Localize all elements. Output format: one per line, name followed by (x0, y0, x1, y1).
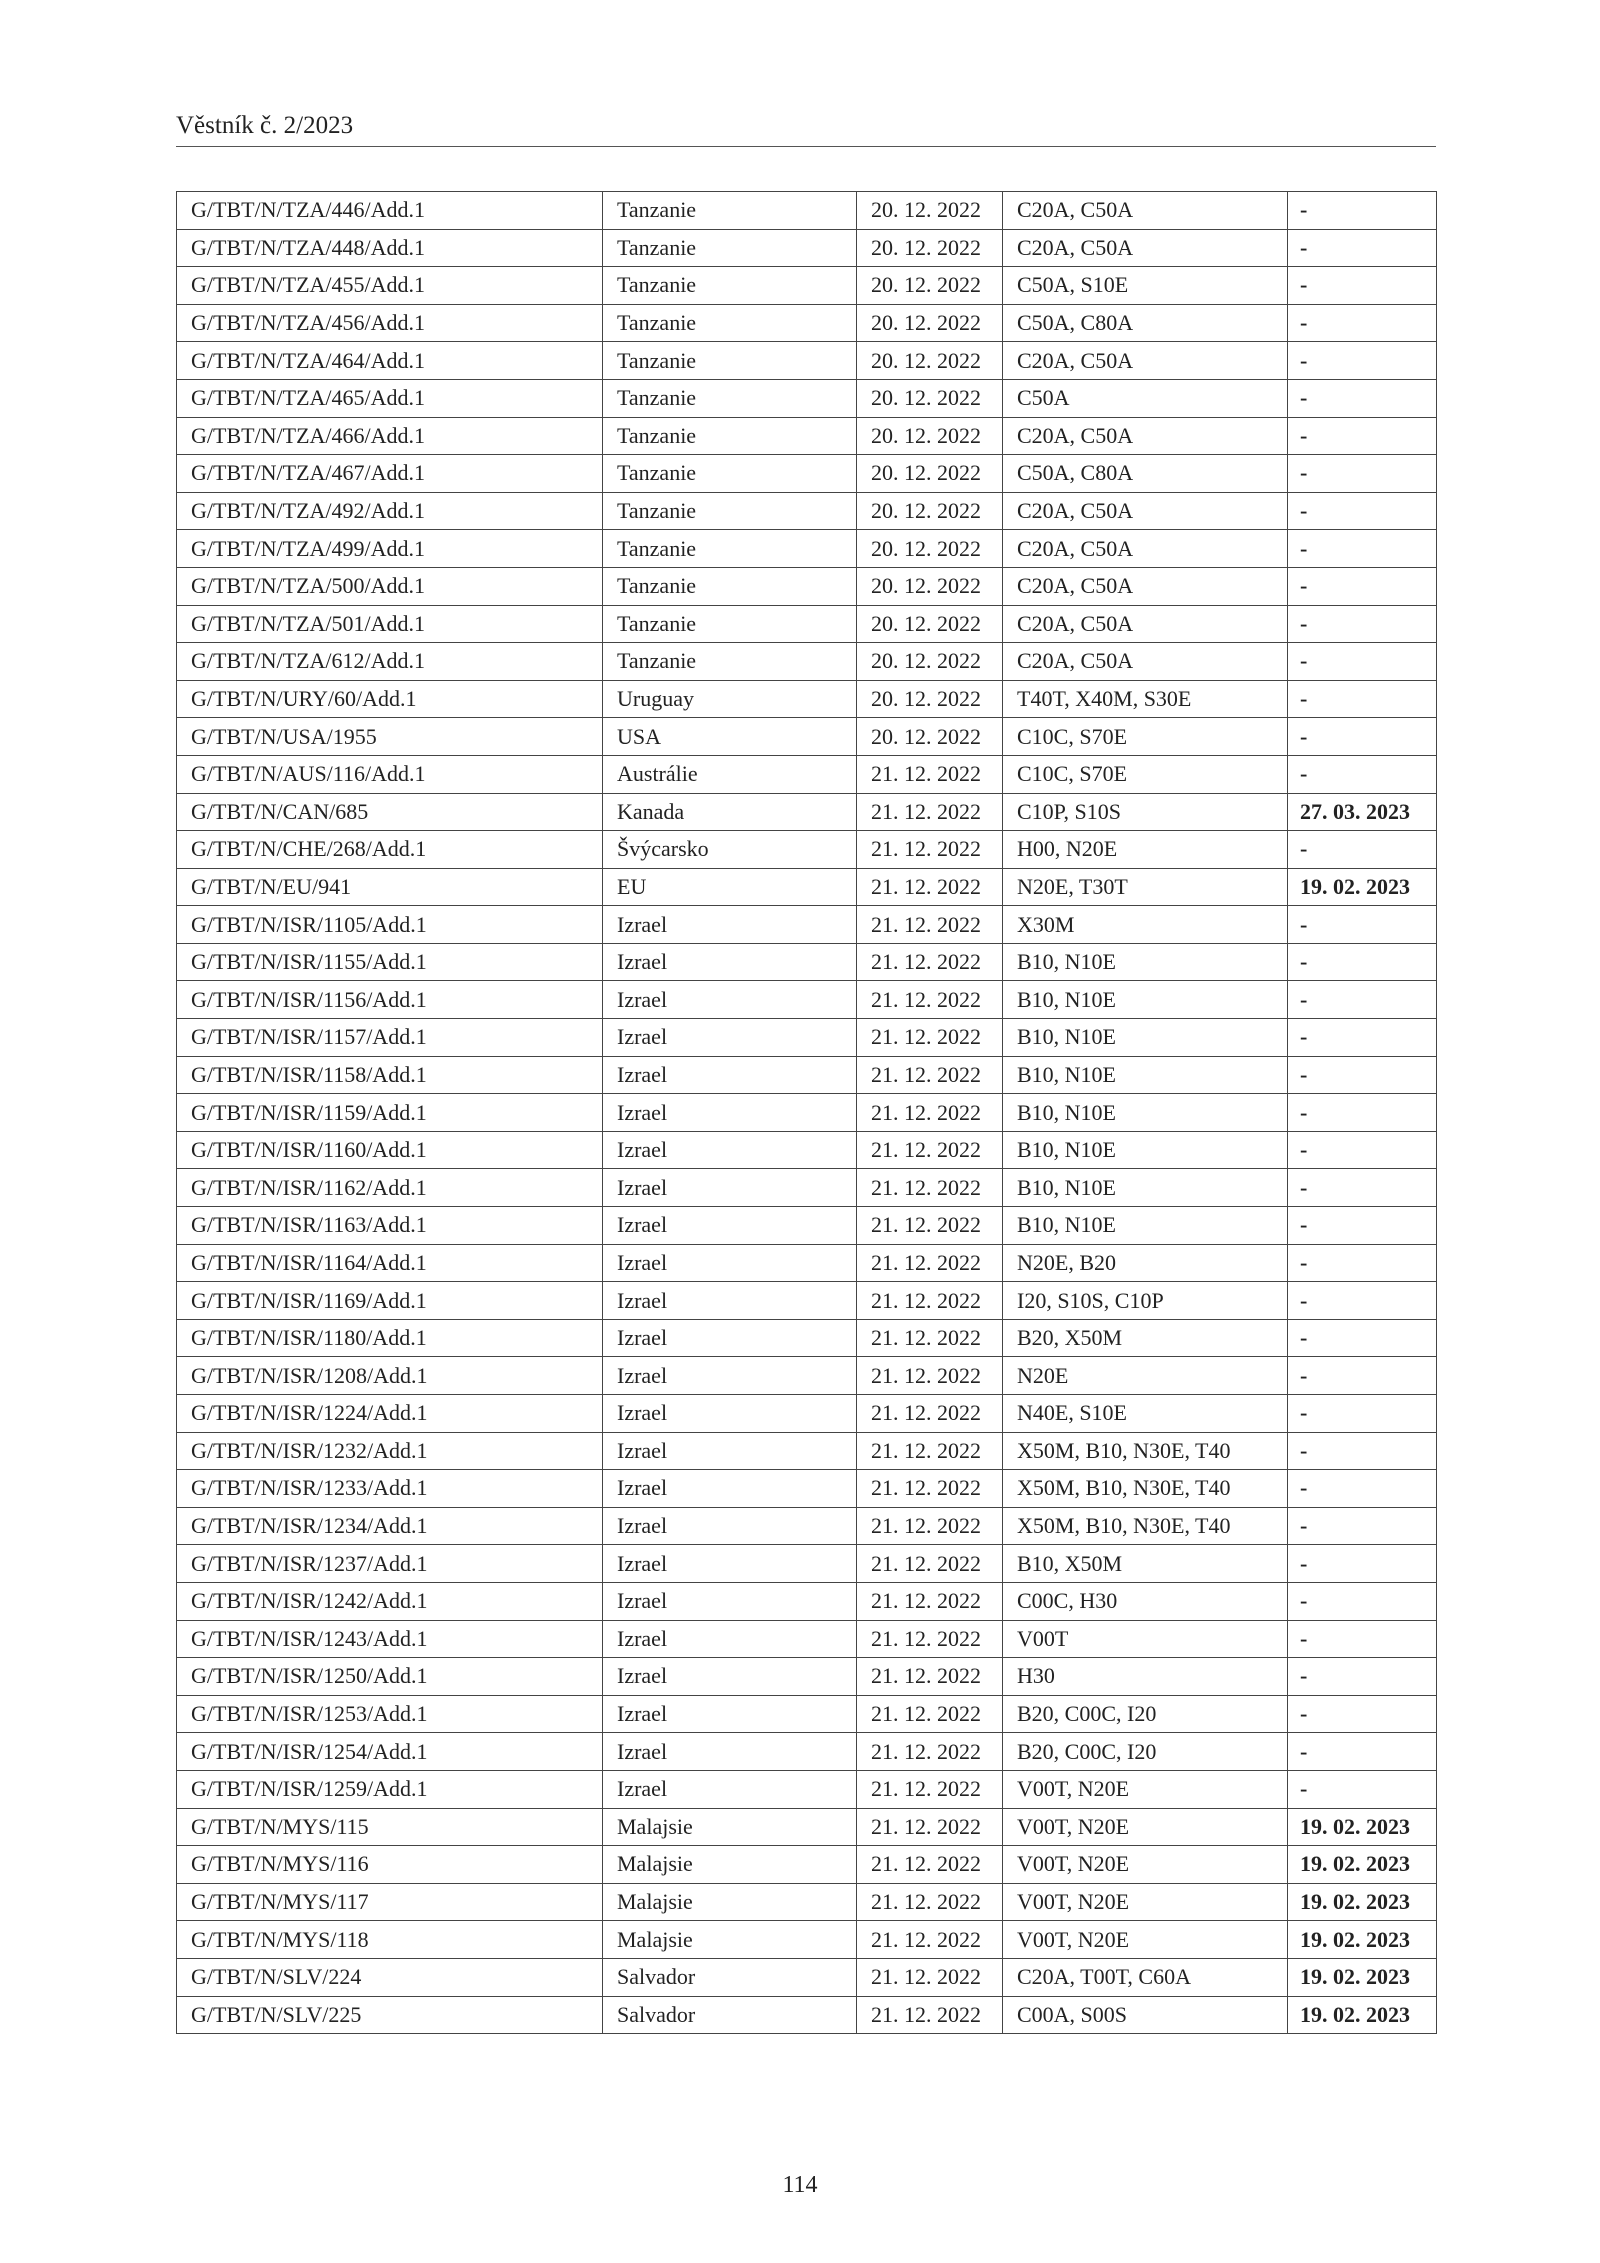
country-cell: Izrael (603, 1169, 857, 1207)
country-cell: Izrael (603, 943, 857, 981)
deadline-cell: - (1288, 1658, 1437, 1696)
codes-cell: N40E, S10E (1003, 1395, 1288, 1433)
deadline-cell: 19. 02. 2023 (1288, 1846, 1437, 1884)
table-row (177, 1582, 1437, 1620)
table-row (177, 1996, 1437, 2034)
codes-cell: X50M, B10, N30E, T40 (1003, 1432, 1288, 1470)
table-row (177, 1319, 1437, 1357)
country-cell: Malajsie (603, 1808, 857, 1846)
table-row (177, 718, 1437, 756)
table-row (177, 1432, 1437, 1470)
date-cell: 21. 12. 2022 (857, 793, 1003, 831)
country-cell: USA (603, 718, 857, 756)
date-cell: 21. 12. 2022 (857, 1357, 1003, 1395)
country-cell: Tanzanie (603, 567, 857, 605)
table-row (177, 793, 1437, 831)
date-cell: 21. 12. 2022 (857, 1582, 1003, 1620)
deadline-cell: - (1288, 943, 1437, 981)
date-cell: 21. 12. 2022 (857, 1207, 1003, 1245)
codes-cell: X50M, B10, N30E, T40 (1003, 1507, 1288, 1545)
notification-symbol-cell: G/TBT/N/EU/941 (177, 868, 603, 906)
codes-cell: V00T, N20E (1003, 1846, 1288, 1884)
table-row (177, 1733, 1437, 1771)
date-cell: 21. 12. 2022 (857, 1545, 1003, 1583)
date-cell: 20. 12. 2022 (857, 379, 1003, 417)
notifications-table-body (177, 192, 1437, 2034)
codes-cell: C50A, S10E (1003, 267, 1288, 305)
notification-symbol-cell: G/TBT/N/ISR/1234/Add.1 (177, 1507, 603, 1545)
country-cell: Izrael (603, 1282, 857, 1320)
date-cell: 21. 12. 2022 (857, 755, 1003, 793)
date-cell: 21. 12. 2022 (857, 1319, 1003, 1357)
date-cell: 21. 12. 2022 (857, 1056, 1003, 1094)
codes-cell: N20E, B20 (1003, 1244, 1288, 1282)
table-row (177, 981, 1437, 1019)
table-row (177, 417, 1437, 455)
notification-symbol-cell: G/TBT/N/ISR/1162/Add.1 (177, 1169, 603, 1207)
date-cell: 21. 12. 2022 (857, 1958, 1003, 1996)
notification-symbol-cell: G/TBT/N/MYS/116 (177, 1846, 603, 1884)
deadline-cell: - (1288, 1582, 1437, 1620)
country-cell: Izrael (603, 1733, 857, 1771)
notification-symbol-cell: G/TBT/N/SLV/224 (177, 1958, 603, 1996)
date-cell: 21. 12. 2022 (857, 1733, 1003, 1771)
notification-symbol-cell: G/TBT/N/AUS/116/Add.1 (177, 755, 603, 793)
country-cell: Izrael (603, 1019, 857, 1057)
country-cell: Izrael (603, 1507, 857, 1545)
codes-cell: B10, N10E (1003, 1131, 1288, 1169)
date-cell: 20. 12. 2022 (857, 455, 1003, 493)
date-cell: 21. 12. 2022 (857, 1432, 1003, 1470)
deadline-cell: - (1288, 267, 1437, 305)
table-row (177, 643, 1437, 681)
notifications-table (176, 191, 1437, 2034)
codes-cell: B10, N10E (1003, 1019, 1288, 1057)
date-cell: 20. 12. 2022 (857, 567, 1003, 605)
date-cell: 21. 12. 2022 (857, 1846, 1003, 1884)
country-cell: Malajsie (603, 1846, 857, 1884)
notification-symbol-cell: G/TBT/N/TZA/464/Add.1 (177, 342, 603, 380)
date-cell: 21. 12. 2022 (857, 831, 1003, 869)
table-row (177, 1808, 1437, 1846)
notification-symbol-cell: G/TBT/N/MYS/117 (177, 1883, 603, 1921)
date-cell: 20. 12. 2022 (857, 605, 1003, 643)
notification-symbol-cell: G/TBT/N/URY/60/Add.1 (177, 680, 603, 718)
country-cell: Tanzanie (603, 643, 857, 681)
deadline-cell: 19. 02. 2023 (1288, 1921, 1437, 1959)
date-cell: 21. 12. 2022 (857, 906, 1003, 944)
notification-symbol-cell: G/TBT/N/ISR/1232/Add.1 (177, 1432, 603, 1470)
notification-symbol-cell: G/TBT/N/ISR/1180/Add.1 (177, 1319, 603, 1357)
notification-symbol-cell: G/TBT/N/ISR/1155/Add.1 (177, 943, 603, 981)
table-row (177, 1056, 1437, 1094)
deadline-cell: 27. 03. 2023 (1288, 793, 1437, 831)
table-row (177, 755, 1437, 793)
country-cell: Izrael (603, 1056, 857, 1094)
table-row (177, 1695, 1437, 1733)
notification-symbol-cell: G/TBT/N/TZA/467/Add.1 (177, 455, 603, 493)
deadline-cell: - (1288, 192, 1437, 230)
country-cell: Tanzanie (603, 304, 857, 342)
bulletin-title: Věstník č. 2/2023 (176, 112, 354, 139)
deadline-cell: - (1288, 1432, 1437, 1470)
country-cell: Izrael (603, 1470, 857, 1508)
deadline-cell: - (1288, 1507, 1437, 1545)
country-cell: EU (603, 868, 857, 906)
deadline-cell: - (1288, 1357, 1437, 1395)
country-cell: Malajsie (603, 1883, 857, 1921)
country-cell: Austrálie (603, 755, 857, 793)
deadline-cell: - (1288, 1056, 1437, 1094)
country-cell: Švýcarsko (603, 831, 857, 869)
deadline-cell: - (1288, 981, 1437, 1019)
codes-cell: C00A, S00S (1003, 1996, 1288, 2034)
country-cell: Tanzanie (603, 379, 857, 417)
deadline-cell: - (1288, 1620, 1437, 1658)
notification-symbol-cell: G/TBT/N/ISR/1159/Add.1 (177, 1094, 603, 1132)
notification-symbol-cell: G/TBT/N/TZA/465/Add.1 (177, 379, 603, 417)
date-cell: 20. 12. 2022 (857, 304, 1003, 342)
country-cell: Izrael (603, 1545, 857, 1583)
table-row (177, 492, 1437, 530)
notification-symbol-cell: G/TBT/N/ISR/1259/Add.1 (177, 1770, 603, 1808)
table-row (177, 868, 1437, 906)
table-row (177, 192, 1437, 230)
country-cell: Tanzanie (603, 229, 857, 267)
notification-symbol-cell: G/TBT/N/ISR/1208/Add.1 (177, 1357, 603, 1395)
deadline-cell: - (1288, 304, 1437, 342)
page-number: 114 (782, 2172, 818, 2198)
deadline-cell: - (1288, 1207, 1437, 1245)
codes-cell: B20, C00C, I20 (1003, 1695, 1288, 1733)
date-cell: 20. 12. 2022 (857, 417, 1003, 455)
codes-cell: V00T, N20E (1003, 1770, 1288, 1808)
table-row (177, 1958, 1437, 1996)
deadline-cell: - (1288, 1169, 1437, 1207)
date-cell: 21. 12. 2022 (857, 1282, 1003, 1320)
country-cell: Izrael (603, 1658, 857, 1696)
country-cell: Izrael (603, 1319, 857, 1357)
notification-symbol-cell: G/TBT/N/TZA/466/Add.1 (177, 417, 603, 455)
table-row (177, 1545, 1437, 1583)
deadline-cell: - (1288, 1695, 1437, 1733)
notification-symbol-cell: G/TBT/N/CAN/685 (177, 793, 603, 831)
codes-cell: C20A, C50A (1003, 192, 1288, 230)
codes-cell: C20A, C50A (1003, 605, 1288, 643)
codes-cell: B10, N10E (1003, 981, 1288, 1019)
codes-cell: H00, N20E (1003, 831, 1288, 869)
country-cell: Tanzanie (603, 455, 857, 493)
deadline-cell: - (1288, 567, 1437, 605)
deadline-cell: - (1288, 643, 1437, 681)
deadline-cell: 19. 02. 2023 (1288, 1883, 1437, 1921)
codes-cell: X50M, B10, N30E, T40 (1003, 1470, 1288, 1508)
country-cell: Izrael (603, 906, 857, 944)
date-cell: 20. 12. 2022 (857, 229, 1003, 267)
codes-cell: B20, C00C, I20 (1003, 1733, 1288, 1771)
notification-symbol-cell: G/TBT/N/TZA/612/Add.1 (177, 643, 603, 681)
table-row (177, 1357, 1437, 1395)
country-cell: Izrael (603, 1094, 857, 1132)
date-cell: 20. 12. 2022 (857, 267, 1003, 305)
codes-cell: T40T, X40M, S30E (1003, 680, 1288, 718)
notification-symbol-cell: G/TBT/N/TZA/446/Add.1 (177, 192, 603, 230)
table-row (177, 605, 1437, 643)
country-cell: Malajsie (603, 1921, 857, 1959)
table-row (177, 1620, 1437, 1658)
country-cell: Izrael (603, 1695, 857, 1733)
date-cell: 21. 12. 2022 (857, 1169, 1003, 1207)
country-cell: Uruguay (603, 680, 857, 718)
deadline-cell: - (1288, 229, 1437, 267)
table-row (177, 1169, 1437, 1207)
date-cell: 21. 12. 2022 (857, 868, 1003, 906)
country-cell: Izrael (603, 1131, 857, 1169)
table-row (177, 1846, 1437, 1884)
deadline-cell: - (1288, 831, 1437, 869)
codes-cell: C20A, C50A (1003, 530, 1288, 568)
date-cell: 21. 12. 2022 (857, 1094, 1003, 1132)
notification-symbol-cell: G/TBT/N/ISR/1243/Add.1 (177, 1620, 603, 1658)
deadline-cell: - (1288, 1131, 1437, 1169)
country-cell: Izrael (603, 1207, 857, 1245)
deadline-cell: - (1288, 342, 1437, 380)
codes-cell: N20E (1003, 1357, 1288, 1395)
table-row (177, 1921, 1437, 1959)
codes-cell: B10, X50M (1003, 1545, 1288, 1583)
date-cell: 21. 12. 2022 (857, 1695, 1003, 1733)
codes-cell: B10, N10E (1003, 1094, 1288, 1132)
deadline-cell: - (1288, 530, 1437, 568)
deadline-cell: - (1288, 718, 1437, 756)
codes-cell: H30 (1003, 1658, 1288, 1696)
codes-cell: B10, N10E (1003, 1207, 1288, 1245)
codes-cell: C20A, C50A (1003, 492, 1288, 530)
deadline-cell: - (1288, 379, 1437, 417)
date-cell: 21. 12. 2022 (857, 1808, 1003, 1846)
notification-symbol-cell: G/TBT/N/TZA/501/Add.1 (177, 605, 603, 643)
deadline-cell: 19. 02. 2023 (1288, 868, 1437, 906)
codes-cell: B20, X50M (1003, 1319, 1288, 1357)
notification-symbol-cell: G/TBT/N/ISR/1164/Add.1 (177, 1244, 603, 1282)
codes-cell: C10C, S70E (1003, 718, 1288, 756)
date-cell: 21. 12. 2022 (857, 943, 1003, 981)
table-row (177, 1282, 1437, 1320)
date-cell: 21. 12. 2022 (857, 1507, 1003, 1545)
codes-cell: C20A, C50A (1003, 342, 1288, 380)
country-cell: Tanzanie (603, 492, 857, 530)
notification-symbol-cell: G/TBT/N/MYS/118 (177, 1921, 603, 1959)
date-cell: 21. 12. 2022 (857, 1996, 1003, 2034)
deadline-cell: - (1288, 1395, 1437, 1433)
table-row (177, 680, 1437, 718)
country-cell: Tanzanie (603, 192, 857, 230)
deadline-cell: - (1288, 1770, 1437, 1808)
codes-cell: B10, N10E (1003, 943, 1288, 981)
table-row (177, 267, 1437, 305)
table-row (177, 1770, 1437, 1808)
notification-symbol-cell: G/TBT/N/ISR/1160/Add.1 (177, 1131, 603, 1169)
table-row (177, 1244, 1437, 1282)
notification-symbol-cell: G/TBT/N/ISR/1156/Add.1 (177, 981, 603, 1019)
country-cell: Izrael (603, 1770, 857, 1808)
notification-symbol-cell: G/TBT/N/TZA/456/Add.1 (177, 304, 603, 342)
codes-cell: B10, N10E (1003, 1169, 1288, 1207)
codes-cell: C50A, C80A (1003, 455, 1288, 493)
date-cell: 21. 12. 2022 (857, 981, 1003, 1019)
table-row (177, 1507, 1437, 1545)
notification-symbol-cell: G/TBT/N/TZA/499/Add.1 (177, 530, 603, 568)
country-cell: Izrael (603, 1582, 857, 1620)
notification-symbol-cell: G/TBT/N/ISR/1233/Add.1 (177, 1470, 603, 1508)
codes-cell: C00C, H30 (1003, 1582, 1288, 1620)
date-cell: 20. 12. 2022 (857, 492, 1003, 530)
codes-cell: N20E, T30T (1003, 868, 1288, 906)
codes-cell: B10, N10E (1003, 1056, 1288, 1094)
country-cell: Tanzanie (603, 342, 857, 380)
deadline-cell: - (1288, 1733, 1437, 1771)
deadline-cell: - (1288, 1545, 1437, 1583)
date-cell: 21. 12. 2022 (857, 1131, 1003, 1169)
notification-symbol-cell: G/TBT/N/ISR/1254/Add.1 (177, 1733, 603, 1771)
table-row (177, 567, 1437, 605)
date-cell: 21. 12. 2022 (857, 1395, 1003, 1433)
date-cell: 21. 12. 2022 (857, 1883, 1003, 1921)
table-row (177, 906, 1437, 944)
notification-symbol-cell: G/TBT/N/TZA/448/Add.1 (177, 229, 603, 267)
deadline-cell: - (1288, 680, 1437, 718)
deadline-cell: - (1288, 417, 1437, 455)
notification-symbol-cell: G/TBT/N/ISR/1224/Add.1 (177, 1395, 603, 1433)
table-row (177, 943, 1437, 981)
date-cell: 21. 12. 2022 (857, 1244, 1003, 1282)
country-cell: Salvador (603, 1958, 857, 1996)
table-row (177, 1094, 1437, 1132)
table-row (177, 1470, 1437, 1508)
deadline-cell: - (1288, 755, 1437, 793)
table-row (177, 1658, 1437, 1696)
deadline-cell: - (1288, 906, 1437, 944)
notification-symbol-cell: G/TBT/N/ISR/1242/Add.1 (177, 1582, 603, 1620)
notification-symbol-cell: G/TBT/N/ISR/1157/Add.1 (177, 1019, 603, 1057)
table-row (177, 1883, 1437, 1921)
country-cell: Tanzanie (603, 605, 857, 643)
codes-cell: C20A, C50A (1003, 643, 1288, 681)
deadline-cell: - (1288, 492, 1437, 530)
table-row (177, 1019, 1437, 1057)
table-row (177, 342, 1437, 380)
table-row (177, 1207, 1437, 1245)
date-cell: 21. 12. 2022 (857, 1770, 1003, 1808)
notification-symbol-cell: G/TBT/N/USA/1955 (177, 718, 603, 756)
notification-symbol-cell: G/TBT/N/ISR/1163/Add.1 (177, 1207, 603, 1245)
country-cell: Tanzanie (603, 267, 857, 305)
date-cell: 20. 12. 2022 (857, 192, 1003, 230)
notification-symbol-cell: G/TBT/N/ISR/1253/Add.1 (177, 1695, 603, 1733)
codes-cell: V00T, N20E (1003, 1808, 1288, 1846)
country-cell: Kanada (603, 793, 857, 831)
codes-cell: C10P, S10S (1003, 793, 1288, 831)
table-row (177, 304, 1437, 342)
country-cell: Tanzanie (603, 417, 857, 455)
deadline-cell: - (1288, 1019, 1437, 1057)
date-cell: 21. 12. 2022 (857, 1658, 1003, 1696)
country-cell: Tanzanie (603, 530, 857, 568)
deadline-cell: - (1288, 605, 1437, 643)
table-row (177, 455, 1437, 493)
deadline-cell: - (1288, 1282, 1437, 1320)
page-header (176, 112, 1436, 147)
date-cell: 21. 12. 2022 (857, 1019, 1003, 1057)
notification-symbol-cell: G/TBT/N/ISR/1105/Add.1 (177, 906, 603, 944)
notification-symbol-cell: G/TBT/N/ISR/1250/Add.1 (177, 1658, 603, 1696)
codes-cell: C20A, T00T, C60A (1003, 1958, 1288, 1996)
notification-symbol-cell: G/TBT/N/ISR/1169/Add.1 (177, 1282, 603, 1320)
codes-cell: C50A (1003, 379, 1288, 417)
codes-cell: C20A, C50A (1003, 229, 1288, 267)
date-cell: 20. 12. 2022 (857, 643, 1003, 681)
deadline-cell: 19. 02. 2023 (1288, 1996, 1437, 2034)
codes-cell: V00T, N20E (1003, 1883, 1288, 1921)
codes-cell: C20A, C50A (1003, 417, 1288, 455)
codes-cell: I20, S10S, C10P (1003, 1282, 1288, 1320)
date-cell: 20. 12. 2022 (857, 680, 1003, 718)
table-row (177, 1131, 1437, 1169)
date-cell: 20. 12. 2022 (857, 342, 1003, 380)
codes-cell: V00T (1003, 1620, 1288, 1658)
country-cell: Izrael (603, 1432, 857, 1470)
notification-symbol-cell: G/TBT/N/MYS/115 (177, 1808, 603, 1846)
codes-cell: X30M (1003, 906, 1288, 944)
date-cell: 20. 12. 2022 (857, 718, 1003, 756)
codes-cell: V00T, N20E (1003, 1921, 1288, 1959)
deadline-cell: - (1288, 1244, 1437, 1282)
date-cell: 21. 12. 2022 (857, 1620, 1003, 1658)
country-cell: Salvador (603, 1996, 857, 2034)
notification-symbol-cell: G/TBT/N/TZA/492/Add.1 (177, 492, 603, 530)
deadline-cell: - (1288, 1319, 1437, 1357)
notification-symbol-cell: G/TBT/N/ISR/1158/Add.1 (177, 1056, 603, 1094)
codes-cell: C20A, C50A (1003, 567, 1288, 605)
table-row (177, 1395, 1437, 1433)
table-row (177, 379, 1437, 417)
notification-symbol-cell: G/TBT/N/TZA/455/Add.1 (177, 267, 603, 305)
date-cell: 21. 12. 2022 (857, 1921, 1003, 1959)
country-cell: Izrael (603, 1357, 857, 1395)
country-cell: Izrael (603, 1620, 857, 1658)
deadline-cell: 19. 02. 2023 (1288, 1958, 1437, 1996)
codes-cell: C50A, C80A (1003, 304, 1288, 342)
codes-cell: C10C, S70E (1003, 755, 1288, 793)
country-cell: Izrael (603, 981, 857, 1019)
deadline-cell: - (1288, 1470, 1437, 1508)
country-cell: Izrael (603, 1395, 857, 1433)
table-row (177, 530, 1437, 568)
deadline-cell: - (1288, 455, 1437, 493)
table-row (177, 831, 1437, 869)
notification-symbol-cell: G/TBT/N/CHE/268/Add.1 (177, 831, 603, 869)
country-cell: Izrael (603, 1244, 857, 1282)
deadline-cell: - (1288, 1094, 1437, 1132)
date-cell: 21. 12. 2022 (857, 1470, 1003, 1508)
notification-symbol-cell: G/TBT/N/ISR/1237/Add.1 (177, 1545, 603, 1583)
notification-symbol-cell: G/TBT/N/SLV/225 (177, 1996, 603, 2034)
deadline-cell: 19. 02. 2023 (1288, 1808, 1437, 1846)
notification-symbol-cell: G/TBT/N/TZA/500/Add.1 (177, 567, 603, 605)
date-cell: 20. 12. 2022 (857, 530, 1003, 568)
table-row (177, 229, 1437, 267)
